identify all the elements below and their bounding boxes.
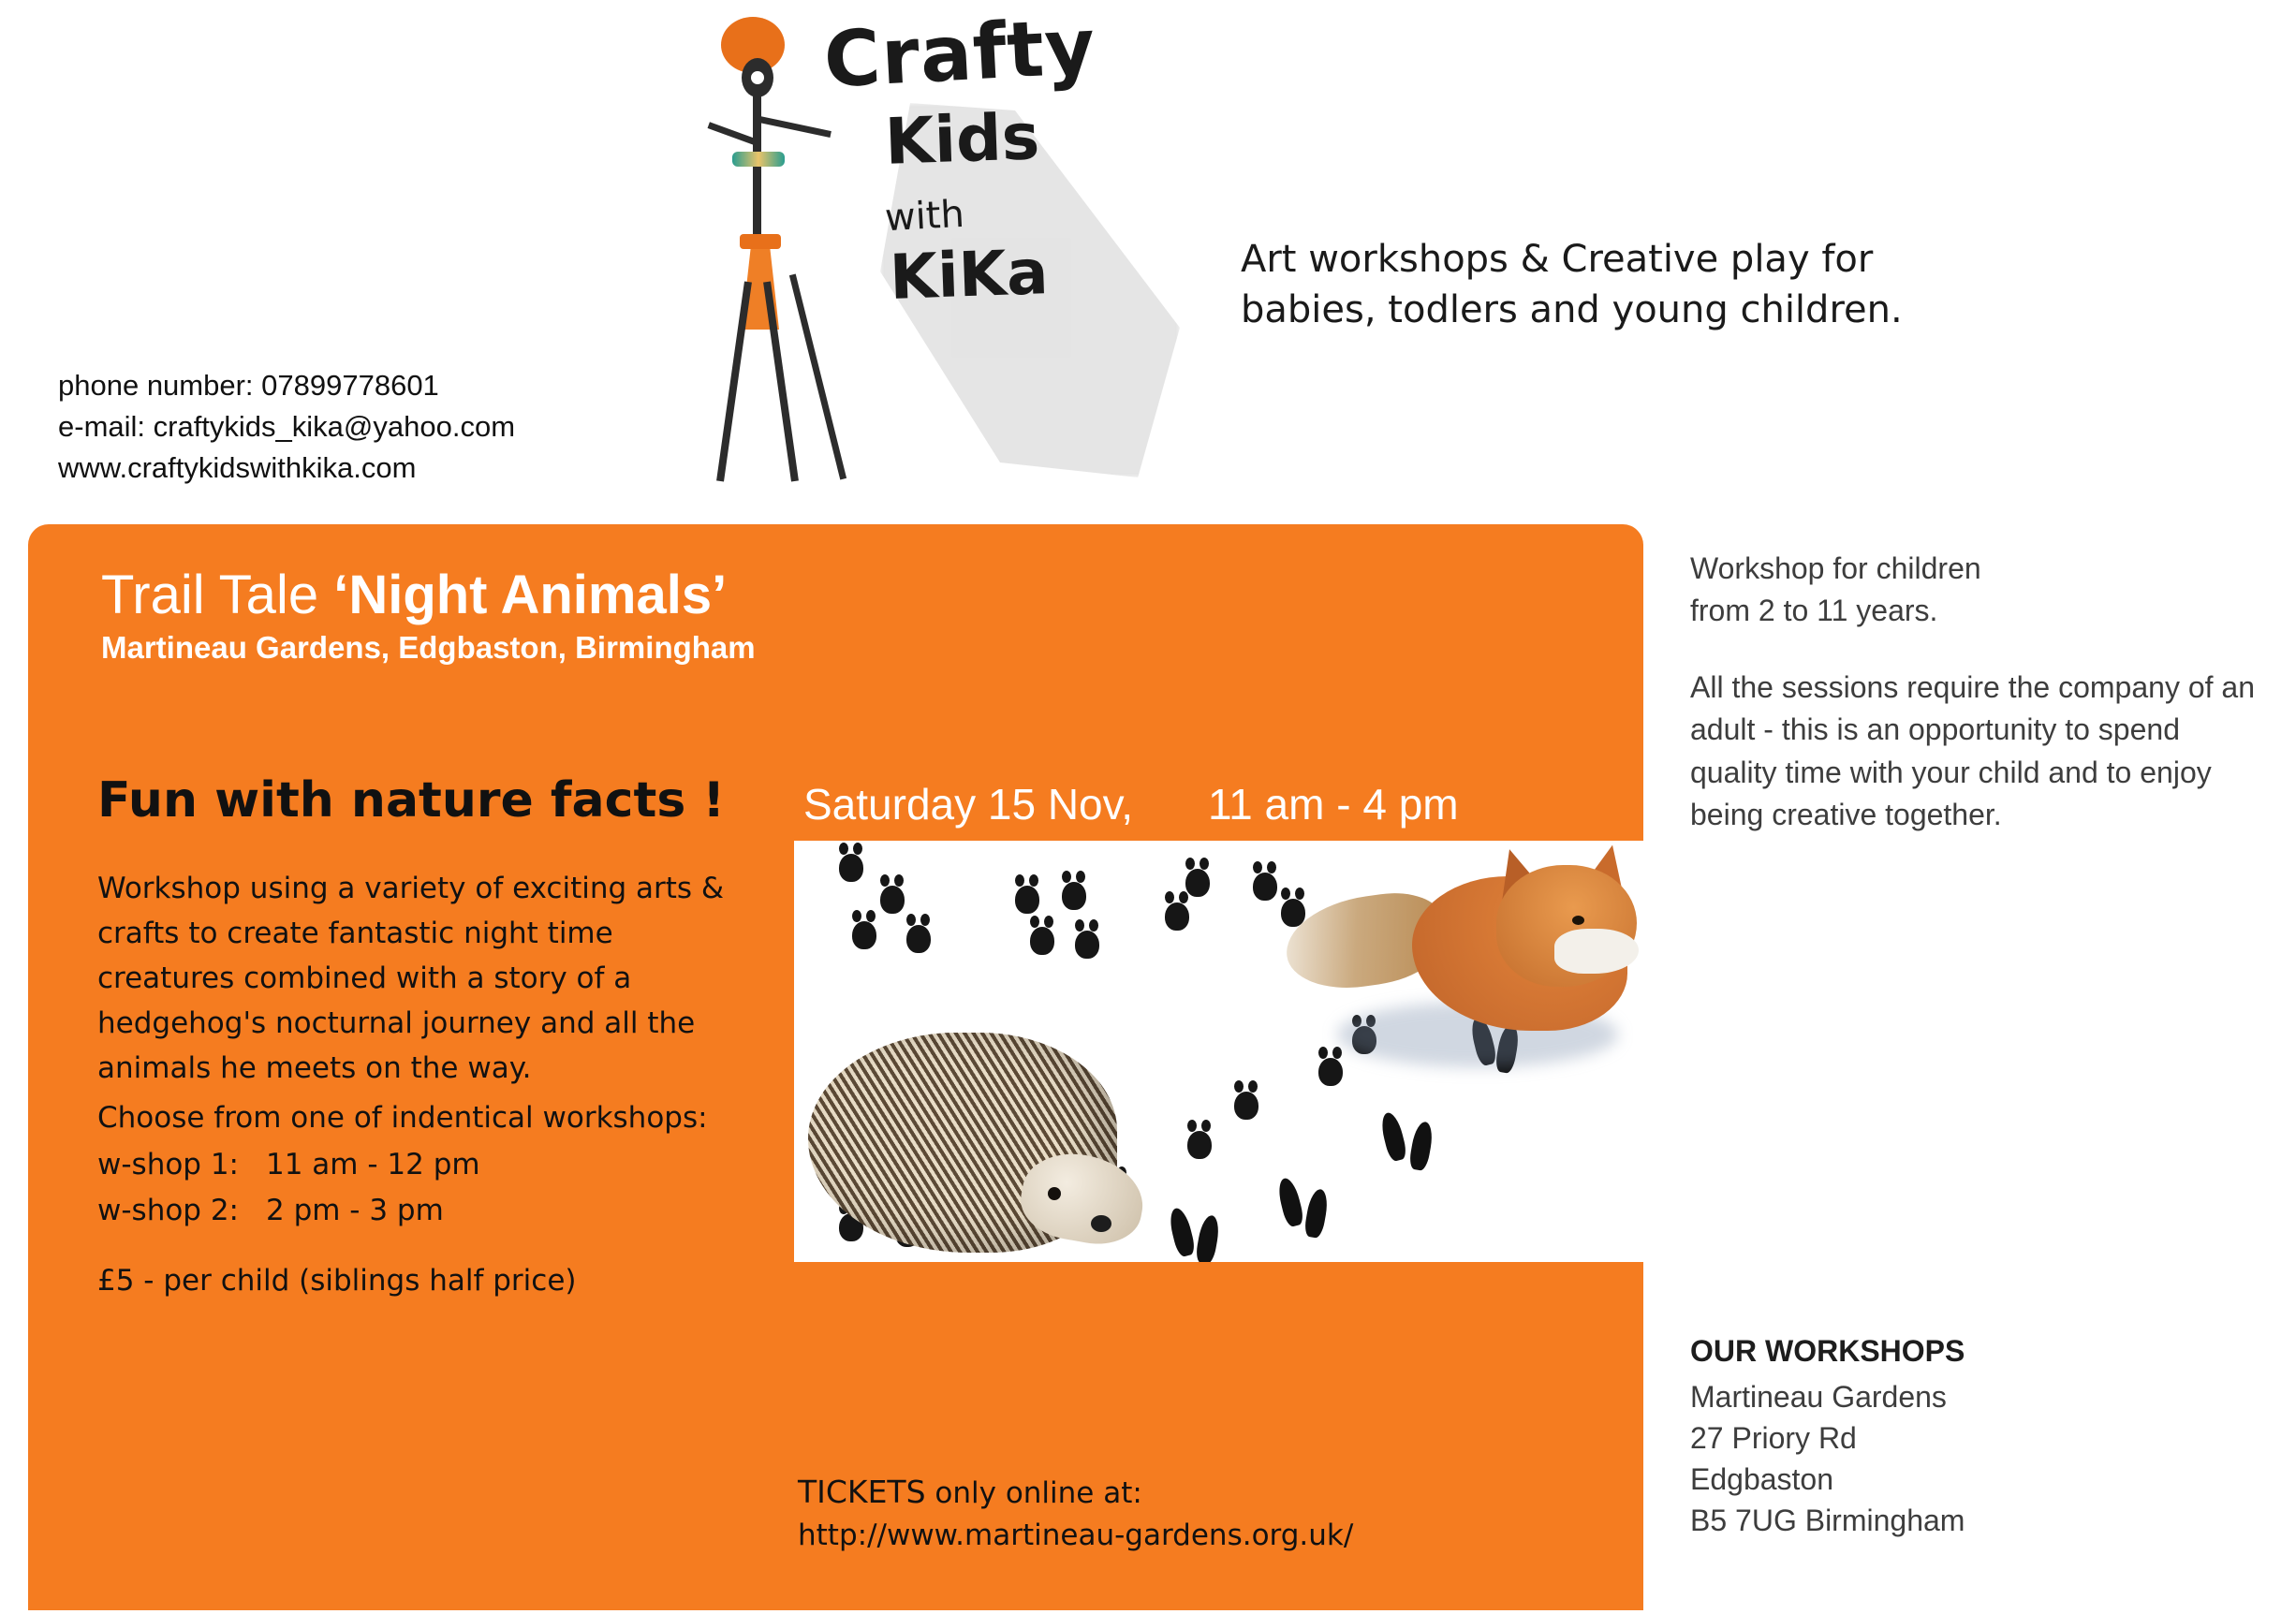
mascot-leg-right bbox=[763, 281, 799, 481]
paw-print-icon bbox=[852, 921, 876, 949]
hedgehog-nose bbox=[1091, 1215, 1111, 1232]
tickets-note: only online at: bbox=[935, 1476, 1142, 1510]
mascot-sash bbox=[740, 234, 781, 249]
paw-print-icon bbox=[880, 886, 905, 914]
paw-print-icon bbox=[1165, 902, 1189, 931]
event-title-name: ‘Night Animals’ bbox=[333, 565, 728, 625]
paw-print-icon bbox=[1234, 1092, 1258, 1120]
tickets-info bbox=[798, 1470, 1528, 1557]
event-description: Workshop using a variety of exciting arts & crafts to create fantastic night time creatures combined with a story of a hedgehog's nocturnal journey and all the animals he meets on the way. bbox=[97, 872, 725, 1086]
our-workshops-block bbox=[1690, 1334, 2261, 1542]
workshop-options-heading: Choose from one of indentical workshops: bbox=[97, 1101, 708, 1135]
brand-tagline bbox=[1241, 234, 2083, 335]
address-line: Edgbaston bbox=[1690, 1462, 1834, 1497]
fox-eye bbox=[1572, 916, 1584, 925]
hoof-print-icon bbox=[1408, 1121, 1435, 1172]
event-date-time bbox=[803, 779, 1459, 829]
age-info-line-1: Workshop for children bbox=[1690, 551, 1981, 585]
workshop-option-row bbox=[97, 1142, 753, 1189]
hedgehog-face bbox=[1015, 1145, 1150, 1251]
event-title-prefix: Trail Tale bbox=[101, 565, 334, 625]
event-venue: Martineau Gardens, Edgbaston, Birmingham bbox=[101, 630, 756, 665]
age-info bbox=[1690, 548, 2261, 633]
event-photo bbox=[794, 841, 1656, 1262]
paw-print-icon bbox=[1318, 1058, 1343, 1086]
mascot-belt bbox=[732, 152, 785, 167]
our-workshops-title: OUR WORKSHOPS bbox=[1690, 1334, 1965, 1368]
paw-print-icon bbox=[1015, 886, 1039, 914]
adult-supervision-note: All the sessions require the company of an adult - this is an opportunity to spend quality time with your child and to enjoy being creative together. bbox=[1690, 669, 2255, 832]
address-line: 27 Priory Rd bbox=[1690, 1421, 1857, 1456]
event-date: Saturday 15 Nov, bbox=[803, 780, 1134, 829]
workshop-options bbox=[97, 1095, 753, 1235]
contact-email[interactable]: e-mail: craftykids_kika@yahoo.com bbox=[58, 410, 516, 444]
info-column bbox=[1690, 548, 2261, 871]
paw-print-icon bbox=[906, 925, 931, 953]
hoof-print-icon bbox=[1303, 1188, 1331, 1240]
mascot-eye-icon bbox=[749, 69, 766, 86]
hoof-print-icon bbox=[1195, 1214, 1222, 1262]
address-line: B5 7UG Birmingham bbox=[1690, 1504, 1965, 1538]
tagline-line-1: Art workshops & Creative play for bbox=[1241, 238, 1874, 281]
mascot-leg-middle bbox=[789, 273, 846, 479]
brand-logo bbox=[712, 0, 1236, 496]
tickets-line bbox=[798, 1470, 1528, 1515]
hedgehog-eye bbox=[1048, 1187, 1061, 1200]
workshop-option-row bbox=[97, 1188, 753, 1235]
tickets-url[interactable]: http://www.martineau-gardens.org.uk/ bbox=[798, 1518, 1354, 1552]
hoof-print-icon bbox=[1167, 1206, 1197, 1257]
contact-website[interactable]: www.craftykidswithkika.com bbox=[58, 451, 417, 485]
mascot-arm-right bbox=[758, 116, 832, 138]
workshop-2-time: 2 pm - 3 pm bbox=[266, 1194, 444, 1228]
event-title bbox=[101, 564, 727, 626]
hoof-print-icon bbox=[1275, 1176, 1305, 1227]
workshop-2-label: w-shop 2: bbox=[97, 1194, 240, 1228]
logo-word-crafty: Crafty bbox=[821, 2, 1098, 106]
paw-print-icon bbox=[1187, 1131, 1212, 1159]
logo-word-kika: KiKa bbox=[888, 236, 1050, 314]
logo-word-kids: Kids bbox=[883, 100, 1041, 180]
event-time-range: 11 am - 4 pm bbox=[1208, 780, 1459, 829]
contact-details bbox=[58, 365, 732, 489]
contact-phone: phone number: 07899778601 bbox=[58, 369, 439, 402]
logo-word-with: with bbox=[883, 192, 966, 241]
age-info-line-2: from 2 to 11 years. bbox=[1690, 594, 1938, 628]
paw-print-icon bbox=[1253, 873, 1277, 901]
flyer-header bbox=[0, 0, 2296, 510]
fun-facts-heading: Fun with nature facts ! bbox=[97, 772, 726, 829]
tagline-line-2: babies, todlers and young children. bbox=[1241, 288, 1903, 331]
paw-print-icon bbox=[1030, 927, 1054, 955]
address-line: Martineau Gardens bbox=[1690, 1380, 1947, 1414]
paw-print-icon bbox=[1185, 869, 1210, 897]
hoof-print-icon bbox=[1378, 1110, 1408, 1162]
fox-photo-icon bbox=[1309, 848, 1646, 1049]
tickets-label: TICKETS bbox=[798, 1474, 926, 1510]
workshop-1-time: 11 am - 12 pm bbox=[266, 1147, 480, 1181]
paw-print-icon bbox=[1075, 931, 1099, 959]
event-panel bbox=[28, 524, 1643, 1610]
paw-print-icon bbox=[1062, 882, 1086, 910]
paw-print-icon bbox=[839, 854, 863, 882]
workshop-1-label: w-shop 1: bbox=[97, 1147, 240, 1181]
event-price: £5 - per child (siblings half price) bbox=[97, 1264, 577, 1298]
